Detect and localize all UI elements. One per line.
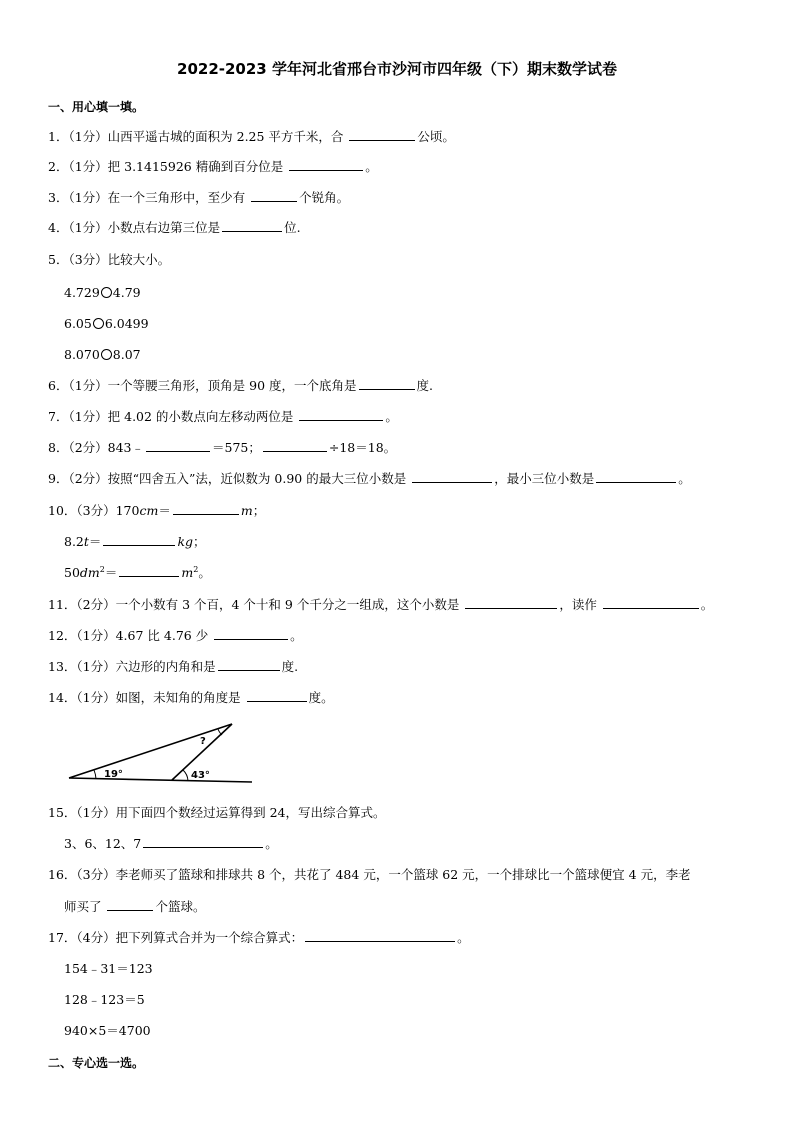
answer-blank bbox=[299, 408, 383, 421]
answer-blank bbox=[173, 502, 239, 515]
answer-blank bbox=[107, 898, 153, 911]
angle-arc-43 bbox=[183, 770, 188, 781]
q7-suffix: 。 bbox=[385, 409, 398, 424]
q8-text: 8．（2分）843﹣ bbox=[48, 440, 145, 455]
question-3 bbox=[48, 189, 349, 207]
unit: dm bbox=[79, 565, 100, 580]
question-10-c bbox=[64, 564, 211, 582]
q12-suffix: 。 bbox=[290, 628, 303, 643]
q12-text: 12．（1分）4.67 比 4.76 少 bbox=[48, 628, 213, 643]
unit: kg bbox=[177, 534, 194, 549]
q6-suffix: 度. bbox=[416, 378, 433, 393]
question-14 bbox=[48, 689, 334, 707]
compare-left: 6.05 bbox=[64, 316, 92, 331]
q14-suffix: 度。 bbox=[308, 690, 334, 705]
q3-suffix: 个锐角。 bbox=[299, 190, 350, 205]
answer-blank bbox=[349, 128, 415, 141]
question-15-nums bbox=[64, 835, 278, 853]
compare-right: 8.07 bbox=[112, 347, 141, 362]
angle-label-19: 19° bbox=[104, 769, 123, 780]
q11-text: 11．（2分）一个小数有 3 个百，4 个十和 9 个千分之一组成，这个小数是 bbox=[48, 597, 464, 612]
question-1 bbox=[48, 128, 455, 146]
q6-text: 6．（1分）一个等腰三角形，顶角是 90 度，一个底角是 bbox=[48, 378, 357, 393]
compare-left: 4.729 bbox=[64, 285, 100, 300]
q8-mid: ＝575； bbox=[212, 440, 261, 455]
angle-figure bbox=[64, 720, 264, 790]
q16-suffix: 个篮球。 bbox=[155, 899, 206, 914]
question-9 bbox=[48, 470, 691, 488]
q13-suffix: 度. bbox=[281, 659, 299, 674]
angle-arc-unknown bbox=[218, 729, 222, 735]
q17-text: 17．（4分）把下列算式合并为一个综合算式： bbox=[48, 930, 304, 945]
compare-circle bbox=[101, 287, 112, 298]
punct: ； bbox=[252, 503, 266, 518]
unit: cm bbox=[139, 503, 159, 518]
answer-blank bbox=[222, 219, 282, 232]
q11-mid: ，读作 bbox=[559, 597, 601, 612]
question-10-b bbox=[64, 533, 206, 551]
question-2 bbox=[48, 158, 378, 176]
numbers: 3、6、12、7 bbox=[64, 836, 142, 851]
answer-blank bbox=[305, 929, 455, 942]
question-4 bbox=[48, 219, 301, 237]
unit: m bbox=[181, 565, 194, 580]
answer-blank bbox=[143, 835, 263, 848]
q1-suffix: 公顷。 bbox=[417, 129, 455, 144]
punct: 。 bbox=[265, 836, 278, 851]
answer-blank bbox=[412, 470, 492, 483]
equals: ＝ bbox=[88, 534, 102, 549]
compare-left: 8.070 bbox=[64, 347, 100, 362]
compare-a bbox=[64, 284, 141, 302]
q1-text: 1．（1分）山西平遥古城的面积为 2.25 平方千米，合 bbox=[48, 129, 348, 144]
question-12 bbox=[48, 627, 303, 645]
section-heading-fill: 一、用心填一填。 bbox=[48, 100, 145, 114]
answer-blank bbox=[263, 439, 327, 452]
unit: m bbox=[240, 503, 253, 518]
equation-3: 940×5＝4700 bbox=[64, 1023, 151, 1038]
answer-blank bbox=[359, 377, 415, 390]
answer-blank bbox=[289, 158, 363, 171]
equation-2: 128﹣123＝5 bbox=[64, 992, 145, 1007]
value: 8.2 bbox=[64, 534, 84, 549]
question-10 bbox=[48, 502, 265, 520]
question-16-cont bbox=[64, 898, 206, 916]
angle-label-unknown: ? bbox=[200, 736, 206, 747]
compare-circle bbox=[93, 318, 104, 329]
q9-text: 9．（2分）按照“四舍五入”法，近似数为 0.90 的最大三位小数是 bbox=[48, 471, 411, 486]
punct: 。 bbox=[198, 565, 211, 580]
answer-blank bbox=[465, 596, 557, 609]
question-13 bbox=[48, 658, 298, 676]
answer-blank bbox=[251, 189, 297, 202]
question-8 bbox=[48, 439, 396, 457]
unit: t bbox=[83, 534, 89, 549]
equation-1: 154﹣31＝123 bbox=[64, 961, 153, 976]
q11-suffix: 。 bbox=[700, 597, 714, 612]
answer-blank bbox=[218, 658, 280, 671]
q7-text: 7．（1分）把 4.02 的小数点向左移动两位是 bbox=[48, 409, 298, 424]
question-16: 16．（3分）李老师买了篮球和排球共 8 个，共花了 484 元，一个篮球 62 元，一个排球比一个篮球便宜 4 元，李老 bbox=[48, 867, 691, 882]
answer-blank bbox=[214, 627, 288, 640]
answer-blank bbox=[103, 533, 175, 546]
q9-mid: ，最小三位小数是 bbox=[494, 471, 595, 486]
q3-text: 3．（1分）在一个三角形中，至少有 bbox=[48, 190, 250, 205]
compare-right: 6.0499 bbox=[104, 316, 149, 331]
equals: ＝ bbox=[104, 565, 118, 580]
answer-blank bbox=[596, 470, 676, 483]
q2-text: 2．（1分）把 3.1415926 精确到百分位是 bbox=[48, 159, 288, 174]
compare-c bbox=[64, 346, 141, 364]
question-11 bbox=[48, 596, 713, 614]
section-heading-choice: 二、专心选一选。 bbox=[48, 1056, 145, 1070]
q4-text: 4．（1分）小数点右边第三位是 bbox=[48, 220, 221, 235]
q2-suffix: 。 bbox=[365, 159, 378, 174]
q17-suffix: 。 bbox=[457, 930, 470, 945]
q10-text: 10．（3分）170 bbox=[48, 503, 140, 518]
answer-blank bbox=[603, 596, 699, 609]
value: 50 bbox=[64, 565, 80, 580]
page-title: 2022-2023 学年河北省邢台市沙河市四年级（下）期末数学试卷 bbox=[177, 60, 617, 78]
question-5: 5．（3分）比较大小。 bbox=[48, 252, 171, 267]
angle-arc-19 bbox=[94, 770, 96, 779]
q16-text: 师买了 bbox=[64, 899, 106, 914]
q9-suffix: 。 bbox=[678, 471, 691, 486]
question-15: 15．（1分）用下面四个数经过运算得到 24，写出综合算式。 bbox=[48, 805, 386, 820]
compare-circle bbox=[101, 349, 112, 360]
answer-blank bbox=[119, 564, 179, 577]
answer-blank bbox=[146, 439, 210, 452]
question-17 bbox=[48, 929, 470, 947]
exponent: 2 bbox=[99, 564, 105, 574]
q14-text: 14．（1分）如图，未知角的角度是 bbox=[48, 690, 245, 705]
q8-suffix: ÷18＝18。 bbox=[328, 440, 397, 455]
question-7 bbox=[48, 408, 398, 426]
answer-blank bbox=[247, 689, 307, 702]
compare-b bbox=[64, 315, 149, 333]
question-6 bbox=[48, 377, 433, 395]
q13-text: 13．（1分）六边形的内角和是 bbox=[48, 659, 216, 674]
angle-label-43: 43° bbox=[191, 770, 210, 781]
exponent: 2 bbox=[193, 564, 199, 574]
punct: ； bbox=[193, 534, 206, 549]
q4-suffix: 位. bbox=[284, 220, 301, 235]
equals: ＝ bbox=[158, 503, 171, 518]
compare-right: 4.79 bbox=[112, 285, 141, 300]
